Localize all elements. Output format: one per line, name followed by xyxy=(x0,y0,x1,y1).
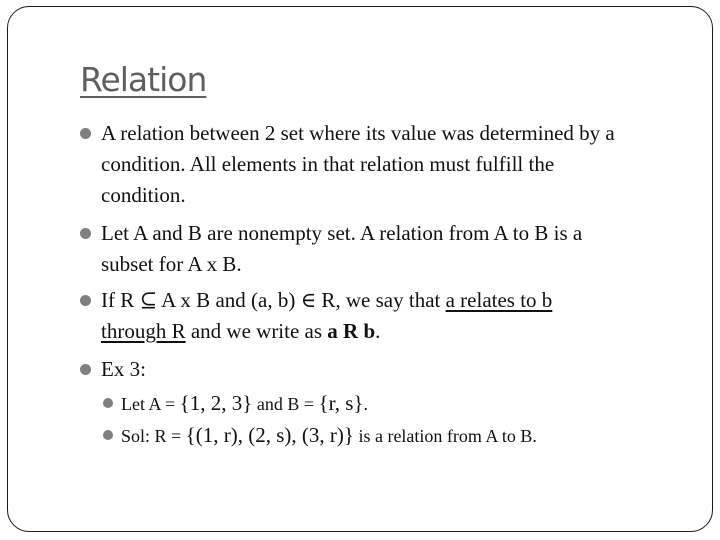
bullet-dot-icon xyxy=(80,364,91,375)
relates-underlined-text: a relates to b xyxy=(445,288,553,312)
bullet-dot-icon xyxy=(80,295,91,306)
bullet-dot-icon xyxy=(80,128,91,139)
slide-title: Relation xyxy=(80,60,207,99)
bullet-line: condition. xyxy=(101,183,186,207)
sub-text: Sol: R = xyxy=(121,426,186,446)
a-r-b-bold-text: a R b xyxy=(327,319,376,343)
bullet-line: condition. All elements in that relation must fulfill the xyxy=(101,152,555,176)
period-text: . xyxy=(375,319,381,343)
bullet-line: Ex 3: xyxy=(101,357,146,381)
bullet-dot-icon xyxy=(80,228,91,239)
sub-bullet-line xyxy=(121,420,537,451)
sub-bullet-line xyxy=(121,388,368,419)
relates-text: If R ⊆ A x B and (a, b) ∈ R, we say that xyxy=(101,288,446,312)
sub-text: . xyxy=(363,394,368,414)
bullet-line xyxy=(101,316,380,347)
bullet-line xyxy=(101,285,552,316)
bullet-line: subset for A x B. xyxy=(101,252,242,276)
sub-text: is a relation from A to B. xyxy=(353,426,537,446)
sub-text: Let A = xyxy=(121,394,180,414)
bullet-dot-icon xyxy=(103,398,113,408)
set-b-text: {r, s} xyxy=(318,391,364,415)
bullet-line: Let A and B are nonempty set. A relation from A to B is a xyxy=(101,221,583,245)
sub-text: and B = xyxy=(252,394,319,414)
set-a-text: {1, 2, 3} xyxy=(179,391,253,415)
bullet-dot-icon xyxy=(103,430,113,440)
bullet-line: A relation between 2 set where its value was determined by a xyxy=(101,121,615,145)
relation-set-text: {(1, r), (2, s), (3, r)} xyxy=(185,423,354,447)
write-as-text: and we write as xyxy=(185,319,328,343)
through-r-underlined-text: through R xyxy=(101,319,186,343)
